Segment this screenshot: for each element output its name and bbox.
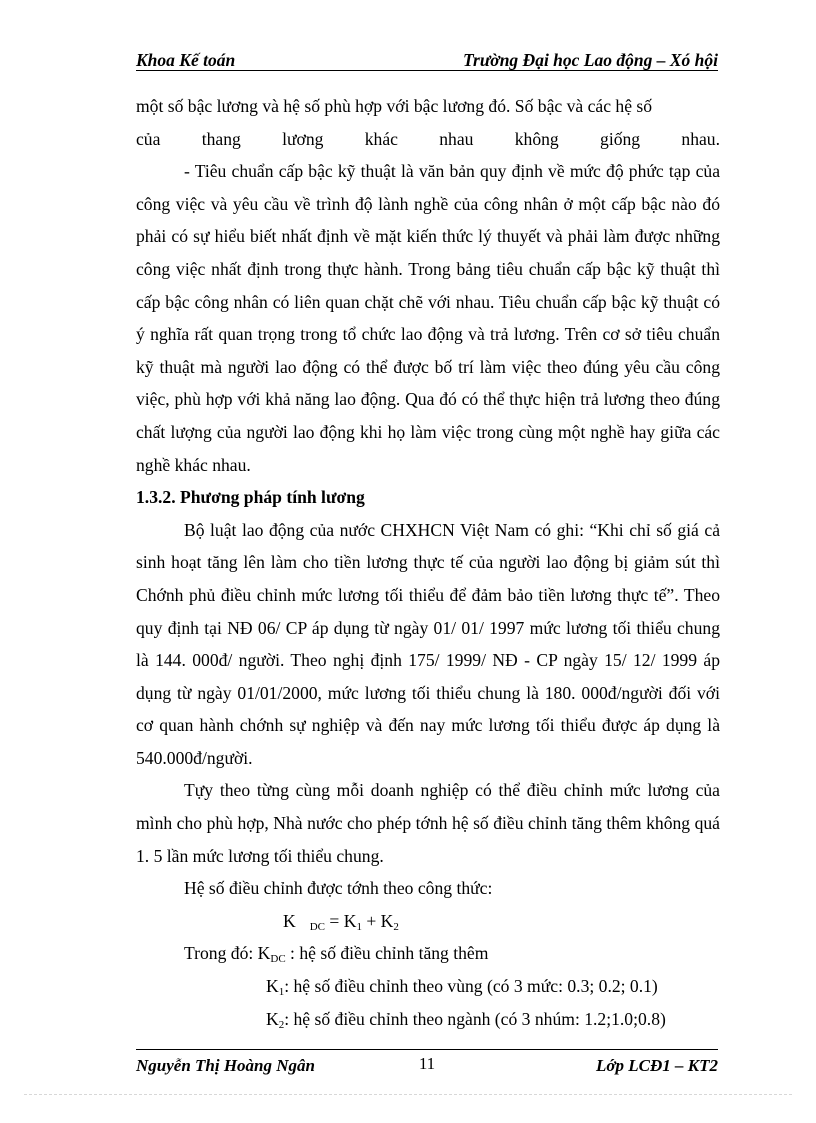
footer-author: Nguyễn Thị Hoàng Ngân	[136, 1056, 315, 1075]
page-header	[136, 48, 718, 71]
section-heading: 1.3.2. Phương pháp tính lương	[136, 487, 365, 508]
page-number: 11	[418, 1054, 436, 1073]
header-university: Trường Đại học Lao động – Xó hội	[462, 50, 718, 70]
paragraph-continuation-line2: của thang lương khác nhau không giống nhau.	[136, 128, 720, 149]
paragraph-adjustment: Tựy theo từng cùng mỗi doanh nghiệp có thể điều chỉnh mức lương của mình cho phù hợp, Nhà nước cho phép tớnh hệ số điều chỉnh tăng thêm không quá 1. 5 lần mức lương tối thiểu chung.	[136, 780, 720, 866]
document-body	[136, 90, 720, 1035]
page-boundary-divider	[24, 1094, 792, 1095]
footer-class: Lớp LCĐ1 – KT2	[596, 1056, 718, 1075]
paragraph-labor-law: Bộ luật lao động của nước CHXHCN Việt Nam có ghi: “Khi chỉ số giá cả sinh hoạt tăng lên làm cho tiền lương thực tế của người lao động bị giảm sút thì Chớnh phủ điều chỉnh mức lương tối thiểu để đảm bảo tiền lương thực tế”. Theo quy định tại NĐ 06/ CP áp dụng từ ngày 01/ 01/ 1997 mức lương tối thiểu chung là 144. 000đ/ người. Theo nghị định 175/ 1999/ NĐ - CP ngày 15/ 12/ 1999 áp dụng từ ngày 01/01/2000, mức lương tối thiểu chung là 180. 000đ/người đối với cơ quan hành chớnh sự nghiệp và đến nay mức lương tối thiểu được áp dụng là 540.000đ/người.	[136, 519, 720, 768]
paragraph-continuation-line1: một số bậc lương và hệ số phù hợp với bậc lương đó. Số bậc và các hệ số	[136, 96, 653, 116]
header-faculty: Khoa Kế toán	[136, 50, 236, 70]
page-footer	[136, 1049, 718, 1075]
paragraph-formula-intro: Hệ số điều chỉnh được tớnh theo công thức:	[184, 878, 493, 899]
formula: K $_{DC} = K_1 + K_2$	[283, 910, 399, 933]
paragraph-technical-standard: - Tiêu chuẩn cấp bậc kỹ thuật là văn bản quy định về mức độ phức tạp của công việc và yêu cầu về trình độ lành nghề của công nhân ở một cấp bậc nào đó phải có sự hiểu biết nhất định về mặt kiến thức lý thuyết và phải làm được những công việc nhất định trong thực hành. Trong bảng tiêu chuẩn cấp bậc kỹ thuật thì cấp bậc công nhân có liên quan chặt chẽ với nhau. Tiêu chuẩn cấp bậc kỹ thuật có ý nghĩa rất quan trọng trong tổ chức lao động và trả lương. Trên cơ sở tiêu chuẩn kỹ thuật mà người lao động có thể được bố trí làm việc theo đúng yêu cầu công việc, phù hợp với khả năng lao động. Qua đó có thể thực hiện trả lương theo đúng chất lượng của người lao động khi họ làm việc trong cùng một nghề hay giữa các nghề khác nhau.	[136, 161, 720, 475]
formula-where-k1: $K_1$: hệ số điều chỉnh theo vùng (có 3 mức: 0.3; 0.2; 0.1)	[266, 976, 658, 999]
formula-where-k2: $K_2$: hệ số điều chỉnh theo ngành (có 3 nhúm: 1.2;1.0;0.8)	[266, 1008, 666, 1031]
formula-where-kdc: Trong đó: $K_{DC}$ : hệ số điều chỉnh tăng thêm	[184, 943, 489, 966]
